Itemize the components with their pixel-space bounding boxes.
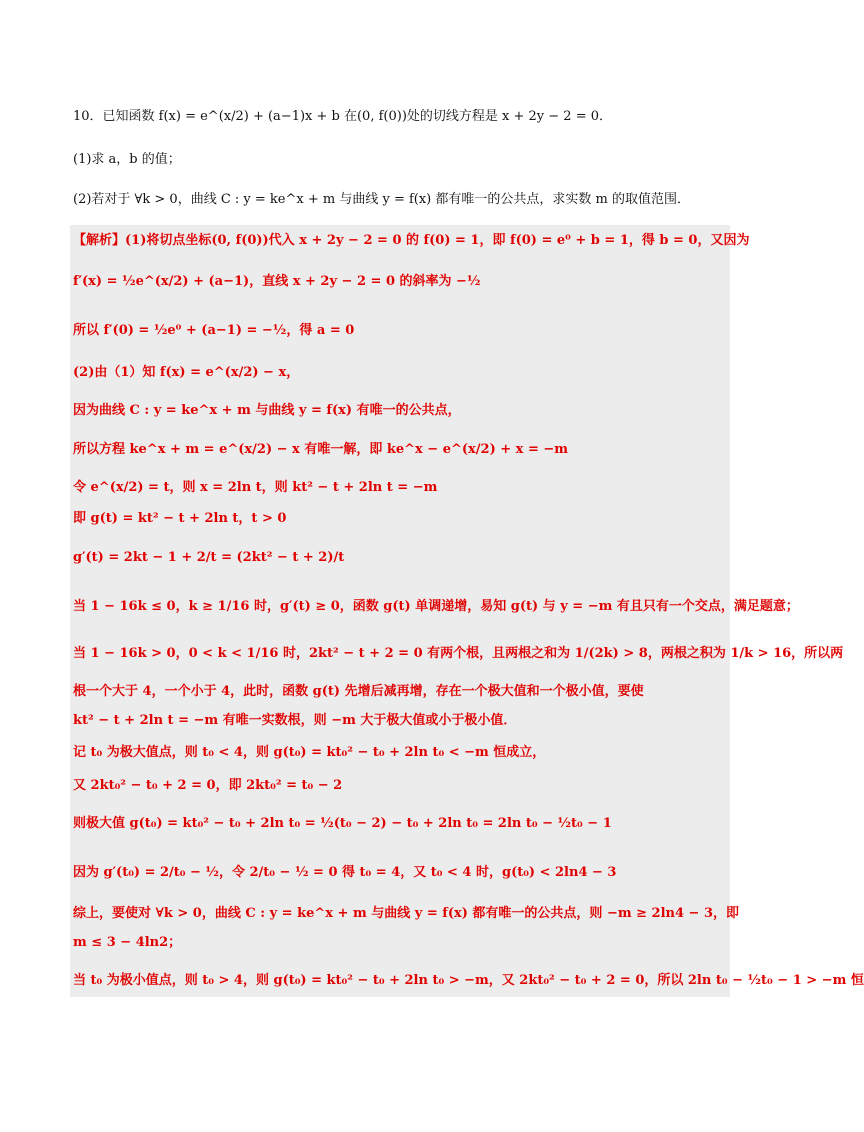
solution-line-1: 【解析】(1)将切点坐标(0, f(0))代入 x + 2y − 2 = 0 的 f(0) = 1，即 f(0) = e⁰ + b = 1，得 b = 0，又因为: [73, 233, 750, 248]
problem-part-2: (2)若对于 ∀k > 0，曲线 C : y = ke^x + m 与曲线 y = f(x) 都有唯一的公共点，求实数 m 的取值范围．: [73, 192, 690, 207]
solution-line-7: 令 e^(x/2) = t，则 x = 2ln t，则 kt² − t + 2ln t = −m: [73, 480, 438, 495]
solution-line-2: f′(x) = ½e^(x/2) + (a−1)，直线 x + 2y − 2 = 0 的斜率为 −½: [73, 274, 481, 289]
solution-line-19: m ≤ 3 − 4ln2；: [73, 935, 182, 950]
solution-line-6: 所以方程 ke^x + m = e^(x/2) − x 有唯一解，即 ke^x − e^(x/2) + x = −m: [73, 442, 569, 457]
solution-line-20: 当 t₀ 为极小值点，则 t₀ > 4，则 g(t₀) = kt₀² − t₀ + 2ln t₀ > −m，又 2kt₀² − t₀ + 2 = 0，所以 2ln t₀ − ½t₀ − 1 > −m 恒: [73, 973, 864, 988]
solution-line-4: (2)由（1）知 f(x) = e^(x/2) − x，: [73, 365, 300, 380]
solution-line-16: 则极大值 g(t₀) = kt₀² − t₀ + 2ln t₀ = ½(t₀ − 2) − t₀ + 2ln t₀ = 2ln t₀ − ½t₀ − 1: [73, 816, 612, 831]
solution-line-3: 所以 f′(0) = ½e⁰ + (a−1) = −½，得 a = 0: [73, 323, 355, 338]
problem-part-1: (1)求 a，b 的值；: [73, 152, 181, 167]
solution-line-12: 根一个大于 4，一个小于 4，此时，函数 g(t) 先增后减再增，存在一个极大值和一个极小值，要使: [73, 684, 644, 699]
solution-line-9: g′(t) = 2kt − 1 + 2/t = (2kt² − t + 2)/t: [73, 550, 345, 565]
solution-line-17: 因为 g′(t₀) = 2/t₀ − ½，令 2/t₀ − ½ = 0 得 t₀ = 4，又 t₀ < 4 时，g(t₀) < 2ln4 − 3: [73, 865, 617, 880]
problem-stem: 10．已知函数 f(x) = e^(x/2) + (a−1)x + b 在(0, f(0))处的切线方程是 x + 2y − 2 = 0．: [73, 109, 612, 124]
solution-line-10: 当 1 − 16k ≤ 0，k ≥ 1/16 时，g′(t) ≥ 0，函数 g(t) 单调递增，易知 g(t) 与 y = −m 有且只有一个交点，满足题意；: [73, 599, 799, 614]
solution-line-13: kt² − t + 2ln t = −m 有唯一实数根，则 −m 大于极大值或小于极小值．: [73, 713, 517, 728]
solution-line-14: 记 t₀ 为极大值点，则 t₀ < 4，则 g(t₀) = kt₀² − t₀ + 2ln t₀ < −m 恒成立，: [73, 745, 546, 760]
solution-line-15: 又 2kt₀² − t₀ + 2 = 0，即 2kt₀² = t₀ − 2: [73, 778, 343, 793]
solution-line-11: 当 1 − 16k > 0，0 < k < 1/16 时，2kt² − t + 2 = 0 有两个根，且两根之和为 1/(2k) > 8，两根之积为 1/k > 16，所以两: [73, 646, 844, 661]
solution-line-18: 综上，要使对 ∀k > 0，曲线 C : y = ke^x + m 与曲线 y = f(x) 都有唯一的公共点，则 −m ≥ 2ln4 − 3，即: [73, 906, 740, 921]
solution-line-8: 即 g(t) = kt² − t + 2ln t，t > 0: [73, 511, 287, 526]
solution-line-5: 因为曲线 C : y = ke^x + m 与曲线 y = f(x) 有唯一的公共点，: [73, 403, 461, 418]
